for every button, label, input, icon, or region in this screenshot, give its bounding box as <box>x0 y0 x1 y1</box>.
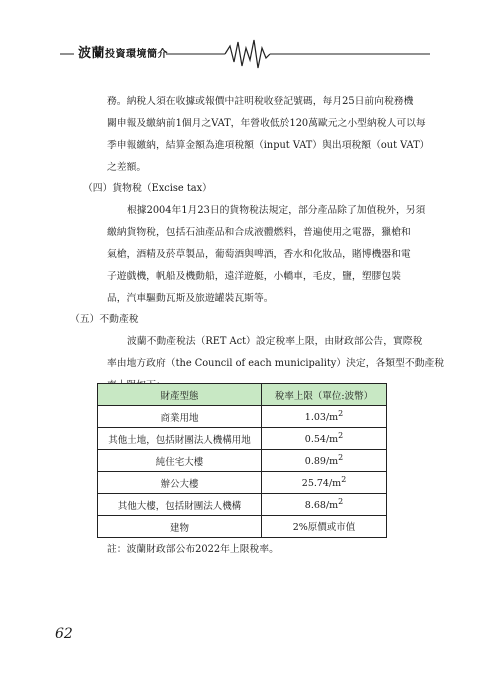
tax-rate-cell <box>262 494 387 516</box>
table-header-cell: 財產型態 <box>98 384 262 406</box>
table-row <box>98 428 387 450</box>
unit-superscript: 2 <box>338 409 344 419</box>
tax-rate-cell <box>262 428 387 450</box>
header-title-small: 投資環境簡介 <box>105 49 169 60</box>
unit-superscript: 2 <box>341 475 347 485</box>
paragraph-line: 氣槍，酒精及菸草製品，葡萄酒與啤酒，香水和化妝品，賭博機器和電 <box>107 249 411 260</box>
paragraph-line: 根據2004年1月23日的貨物稅法規定，部分產品除了加值稅外，另須 <box>127 205 426 216</box>
tax-rate-cell <box>262 472 387 494</box>
unit-superscript: 2 <box>338 497 344 507</box>
section-heading-excise-tax: （四）貨物稅（Excise tax） <box>83 183 212 194</box>
unit-superscript: 2 <box>338 453 344 463</box>
page-header <box>0 36 480 72</box>
tax-rate-value: 0.54/m <box>304 434 339 446</box>
table-footnote: 註：波蘭財政部公布2022年上限稅率。 <box>107 544 279 555</box>
paragraph-line: 繳納貨物稅，包括石油產品和合成液體燃料，普遍使用之電器，獵槍和 <box>107 227 411 238</box>
tax-rate-cell <box>262 516 387 538</box>
paragraph-line: 率由地方政府（the Council of each municipality）決定，各類型不動產稅 <box>107 358 445 369</box>
property-tax-table <box>97 383 387 538</box>
property-type-cell: 其他土地，包括財團法人機構用地 <box>98 428 262 450</box>
table-row <box>98 472 387 494</box>
page-number: 62 <box>55 626 73 642</box>
paragraph-line: 波蘭不動產稅法（RET Act）設定稅率上限，由財政部公告，實際稅 <box>127 336 423 347</box>
header-line-graphic <box>0 36 480 72</box>
header-title-big: 波蘭 <box>78 46 106 61</box>
table-row <box>98 406 387 428</box>
tax-rate-value: 8.68/m <box>304 500 339 512</box>
tax-rate-cell <box>262 450 387 472</box>
tax-rate-value: 25.74/m <box>301 478 342 490</box>
unit-superscript: 2 <box>338 431 344 441</box>
header-title <box>78 42 168 61</box>
paragraph-line: 季申報繳納，結算金額為進項稅額（input VAT）與出項稅額（out VAT） <box>107 140 430 151</box>
paragraph-line: 務。納稅人須在收據或報價中註明稅收登記號碼，每月25日前向稅務機 <box>107 96 414 107</box>
table-row <box>98 516 387 538</box>
paragraph-line: 子遊戲機，帆船及機動船，遠洋遊艇，小轎車，毛皮，鹽，塑膠包裝 <box>107 271 401 282</box>
property-type-cell: 其他大樓，包括財團法人機構 <box>98 494 262 516</box>
table-row <box>98 494 387 516</box>
paragraph-line: 品，汽車驅動瓦斯及旅遊罐裝瓦斯等。 <box>107 293 274 304</box>
property-type-cell: 建物 <box>98 516 262 538</box>
paragraph-line: 之差額。 <box>107 162 147 173</box>
tax-rate-value: 0.89/m <box>304 456 339 468</box>
tax-rate-value: 2%原價或市值 <box>292 522 356 534</box>
property-type-cell: 純住宅大樓 <box>98 450 262 472</box>
table-header-cell: 稅率上限（單位:波幣） <box>262 384 387 406</box>
tax-rate-cell <box>262 406 387 428</box>
property-type-cell: 商業用地 <box>98 406 262 428</box>
paragraph-line: 關申報及繳納前1個月之VAT，年營收低於120萬歐元之小型納稅人可以每 <box>107 118 426 129</box>
table-header-row <box>98 384 387 406</box>
section-heading-property-tax: （五）不動產稅 <box>70 314 139 325</box>
tax-rate-value: 1.03/m <box>304 412 339 424</box>
table-row <box>98 450 387 472</box>
property-type-cell: 辦公大樓 <box>98 472 262 494</box>
